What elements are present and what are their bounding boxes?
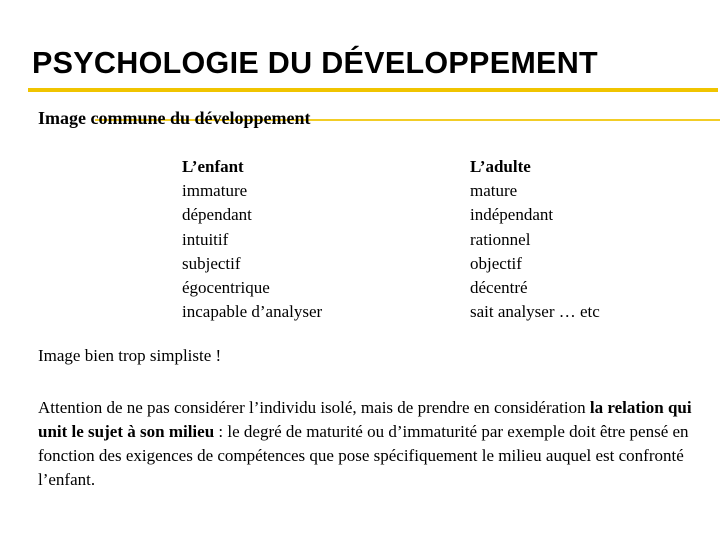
slide-title: PSYCHOLOGIE DU DÉVELOPPEMENT [32, 46, 598, 80]
list-item: indépendant [470, 205, 554, 225]
list-item: immature [182, 181, 248, 201]
right-column-heading: L’adulte [470, 157, 531, 176]
list-item: objectif [470, 253, 522, 273]
body-paragraph [38, 396, 708, 492]
right-column [470, 155, 600, 324]
left-column [182, 155, 322, 324]
list-item: incapable d’analyser [182, 302, 323, 322]
list-item: intuitif [182, 229, 229, 249]
subtitle: Image commune du développement [38, 108, 311, 128]
list-item: dépendant [182, 205, 252, 225]
title-underline [28, 88, 718, 92]
paragraph-emphasis: la relation qui unit le sujet à son milieu [38, 398, 692, 441]
paragraph-text-start: Attention de ne pas considérer l’individu isolé, mais de prendre en considération [38, 398, 590, 417]
list-item: égocentrique [182, 278, 270, 298]
paragraph-text-end: : le degré de maturité ou d’immaturité par exemple doit être pensé en fonction des exigences de compétences que pose spécifiquement le milieu auquel est confronté l’enfant. [38, 422, 689, 489]
list-item: rationnel [470, 229, 531, 249]
list-item: sait analyser … etc [470, 302, 600, 322]
list-item: décentré [470, 278, 528, 298]
list-item: subjectif [182, 253, 241, 273]
left-column-heading: L’enfant [182, 157, 244, 176]
list-item: mature [470, 181, 518, 201]
simplistic-note: Image bien trop simpliste ! [38, 346, 222, 365]
